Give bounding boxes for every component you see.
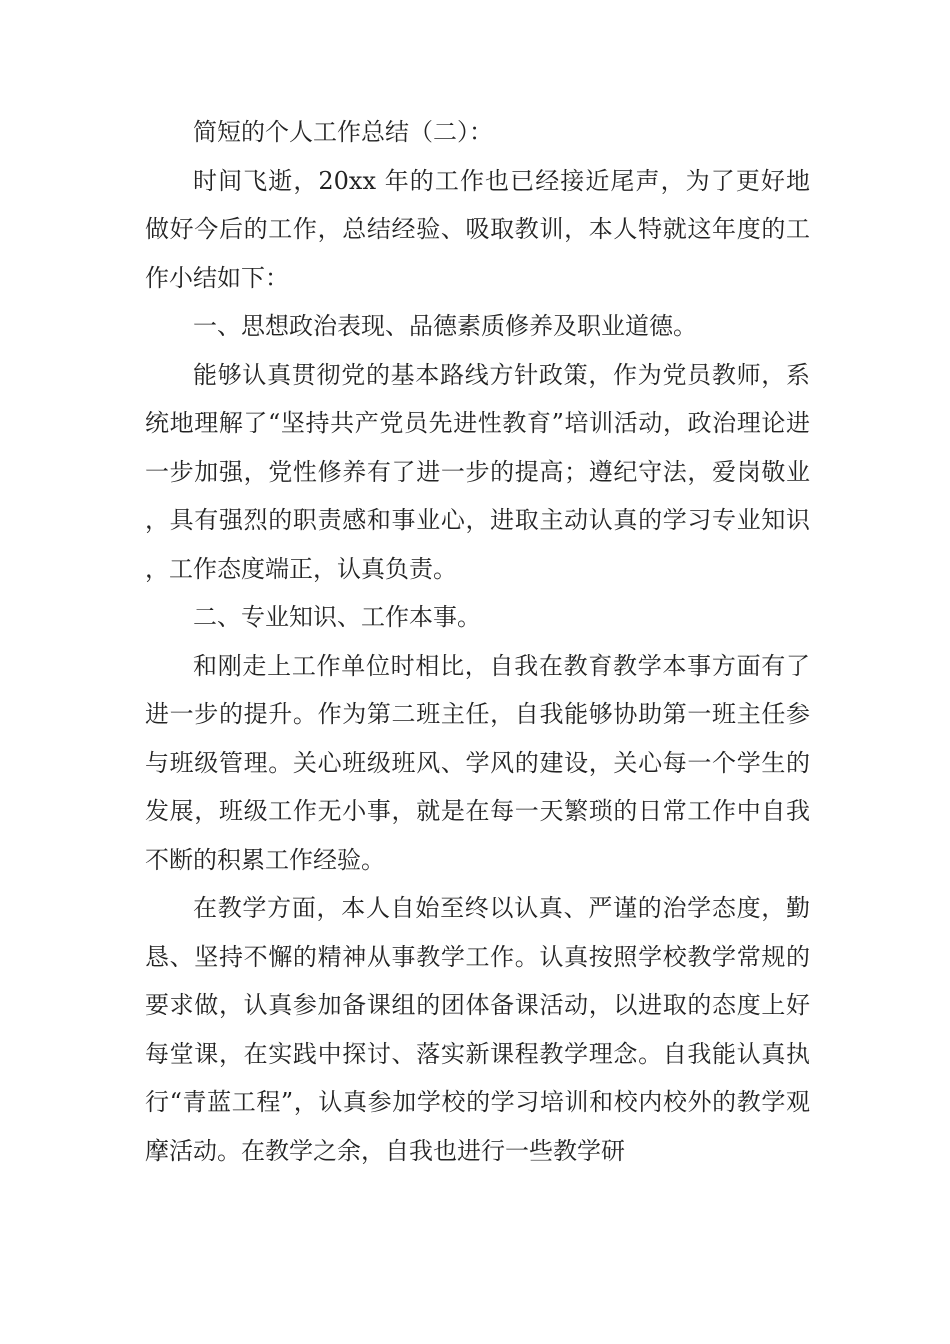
- section-heading: 二、专业知识、工作本事。: [193, 603, 481, 631]
- section-heading: 一、思想政治表现、品德素质修养及职业道德。: [193, 312, 697, 340]
- section-heading: 简短的个人工作总结（二）：: [193, 118, 493, 146]
- paragraph: 和刚走上工作单位时相比，自我在教育教学本事方面有了进一步的提升。作为第二班主任，自我能够协助第一班主任参与班级管理。关心班级班风、学风的建设，关心每一个学生的发展，班级工作无小事，就是在每一天繁琐的日常工作中自我不断的积累工作经验。: [145, 651, 810, 874]
- paragraph: 能够认真贯彻党的基本路线方针政策，作为党员教师，系统地理解了“坚持共产党员先进性教育”培训活动，政治理论进一步加强，党性修养有了进一步的提高；遵纪守法，爱岗敬业，具有强烈的职责感和事业心，进取主动认真的学习专业知识，工作态度端正，认真负责。: [145, 360, 810, 583]
- document-body: [145, 108, 810, 1175]
- paragraph: 在教学方面，本人自始至终以认真、严谨的治学态度，勤恳、坚持不懈的精神从事教学工作。认真按照学校教学常规的要求做，认真参加备课组的团体备课活动，以进取的态度上好每堂课，在实践中探讨、落实新课程教学理念。自我能认真执行“青蓝工程”，认真参加学校的学习培训和校内校外的教学观摩活动。在教学之余，自我也进行一些教学研: [145, 894, 810, 1165]
- paragraph: 时间飞逝，20xx 年的工作也已经接近尾声，为了更好地做好今后的工作，总结经验、吸取教训，本人特就这年度的工作小结如下：: [145, 166, 810, 292]
